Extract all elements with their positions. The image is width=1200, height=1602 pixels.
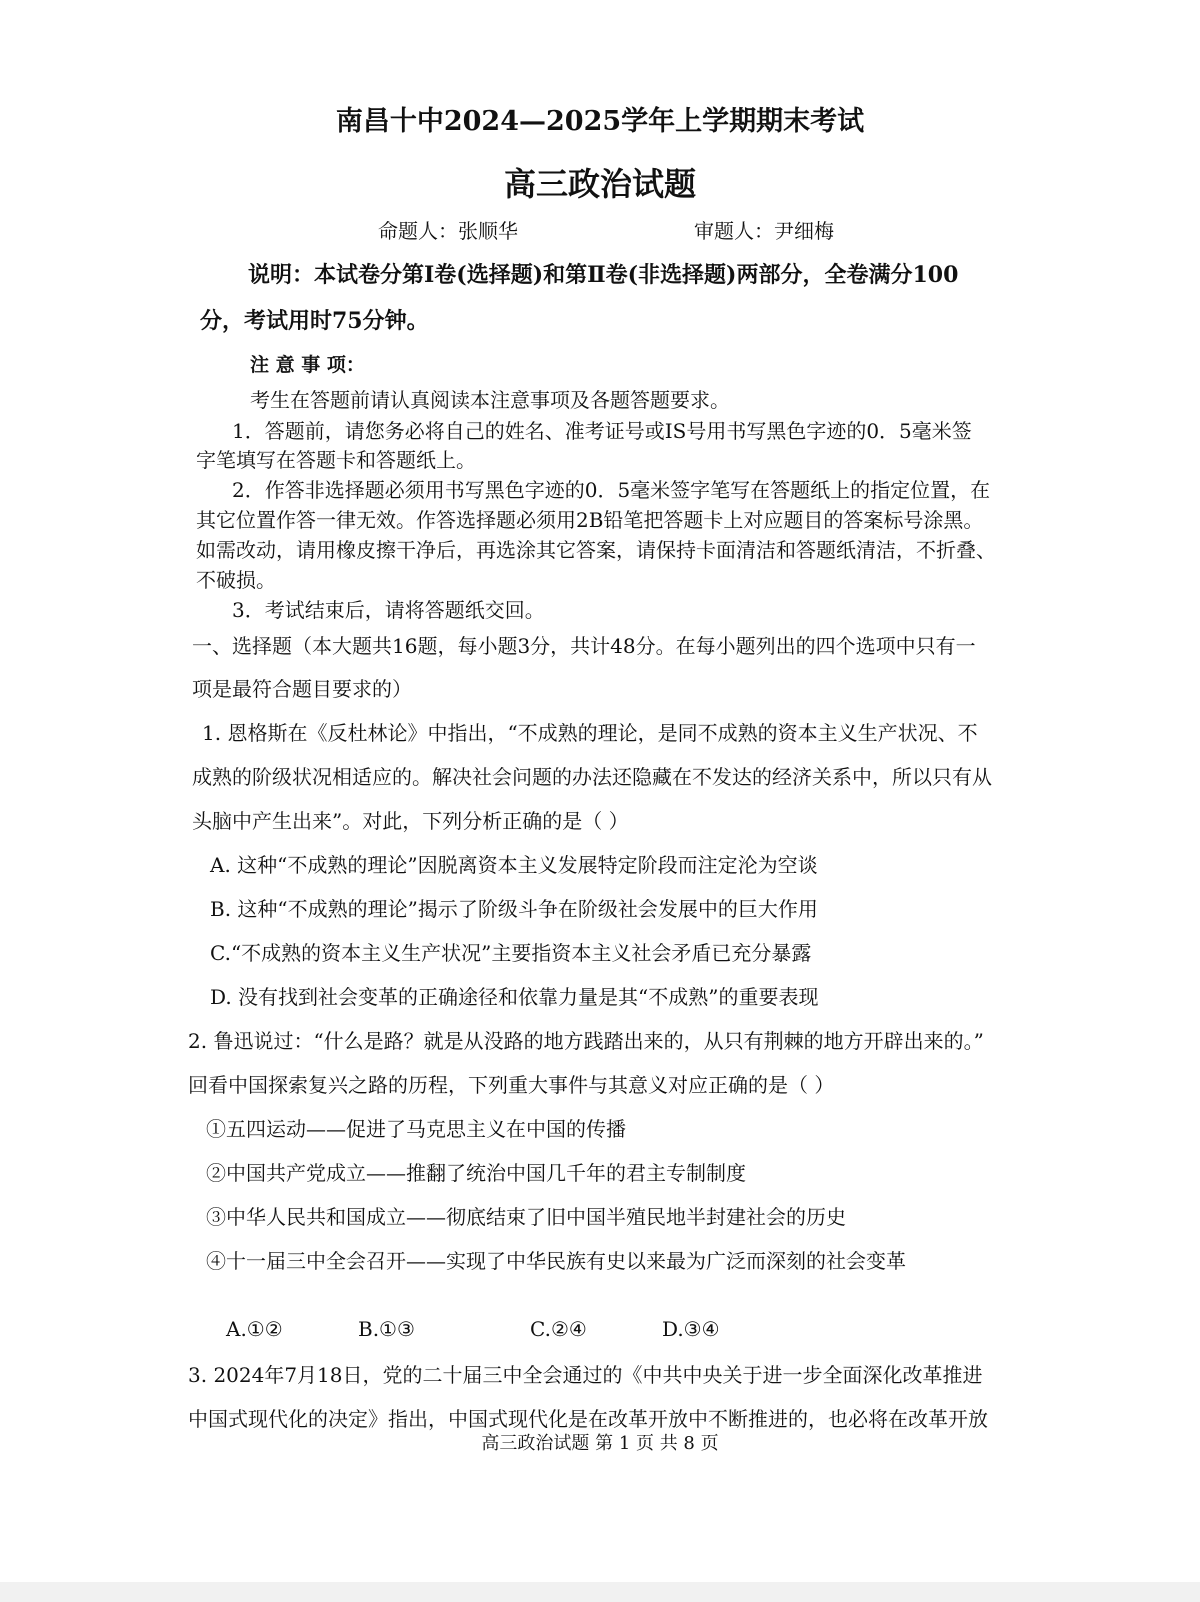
q2-option-a: A.①② [226, 1317, 283, 1341]
question-setter: 命题人：张顺华 [378, 219, 518, 243]
question-reviewer: 审题人：尹细梅 [694, 219, 834, 243]
section-heading-line-2: 项是最符合题目要求的） [192, 677, 412, 701]
q2-statement-1: ①五四运动——促进了马克思主义在中国的传播 [206, 1117, 626, 1141]
q1-stem-line: 1. 恩格斯在《反杜林论》中指出，“不成熟的理论，是同不成熟的资本主义生产状况、不 [202, 721, 978, 745]
scan-edge [0, 1582, 1200, 1602]
q3-stem-line: 中国式现代化的决定》指出，中国式现代化是在改革开放中不断推进的，也必将在改革开放 [188, 1407, 988, 1431]
q2-statement-2: ②中国共产党成立——推翻了统治中国几千年的君主专制制度 [206, 1161, 746, 1185]
q2-option-d: D.③④ [662, 1317, 720, 1341]
q1-stem-line: 头脑中产生出来”。对此，下列分析正确的是（ ） [192, 809, 629, 833]
q1-option-a: A. 这种“不成熟的理论”因脱离资本主义发展特定阶段而注定沦为空谈 [210, 853, 818, 877]
notice-line: 1．答题前，请您务必将自己的姓名、准考证号或IS号用书写黑色字迹的0．5毫米签 [232, 419, 972, 443]
q1-option-c: C.“不成熟的资本主义生产状况”主要指资本主义社会矛盾已充分暴露 [210, 941, 812, 965]
q1-option-d: D. 没有找到社会变革的正确途径和依靠力量是其“不成熟”的重要表现 [210, 985, 819, 1009]
q2-statement-3: ③中华人民共和国成立——彻底结束了旧中国半殖民地半封建社会的历史 [206, 1205, 846, 1229]
page-footer: 高三政治试题 第 1 页 共 8 页 [481, 1433, 719, 1454]
q2-statement-4: ④十一届三中全会召开——实现了中华民族有史以来最为广泛而深刻的社会变革 [206, 1249, 906, 1273]
notice-line: 其它位置作答一律无效。作答选择题必须用2B铅笔把答题卡上对应题目的答案标号涂黑。 [196, 508, 984, 532]
q1-stem-line: 成熟的阶级状况相适应的。解决社会问题的办法还隐藏在不发达的经济关系中，所以只有从 [192, 765, 992, 789]
intro-line-1: 说明：本试卷分第Ⅰ卷(选择题)和第Ⅱ卷(非选择题)两部分，全卷满分100 [248, 262, 959, 288]
q2-option-c: C.②④ [530, 1317, 587, 1341]
notice-line: 字笔填写在答题卡和答题纸上。 [196, 448, 476, 472]
q2-stem-line: 2. 鲁迅说过：“什么是路？就是从没路的地方践踏出来的，从只有荆棘的地方开辟出来的。” [188, 1029, 984, 1053]
notice-line: 如需改动，请用橡皮擦干净后，再选涂其它答案，请保持卡面清洁和答题纸清洁，不折叠、 [196, 538, 996, 562]
notice-line: 考生在答题前请认真阅读本注意事项及各题答题要求。 [250, 388, 730, 412]
notice-line: 不破损。 [196, 568, 276, 592]
exam-subtitle: 高三政治试题 [503, 165, 696, 203]
notice-line: 3．考试结束后，请将答题纸交回。 [232, 598, 545, 622]
section-heading-line-1: 一、选择题（本大题共16题，每小题3分，共计48分。在每小题列出的四个选项中只有一 [192, 634, 976, 658]
intro-line-2: 分，考试用时75分钟。 [200, 308, 429, 334]
q2-stem-line: 回看中国探索复兴之路的历程，下列重大事件与其意义对应正确的是（ ） [188, 1073, 835, 1097]
notice-heading: 注 意 事 项： [250, 354, 365, 376]
q1-option-b: B. 这种“不成熟的理论”揭示了阶级斗争在阶级社会发展中的巨大作用 [210, 897, 818, 921]
q2-option-b: B.①③ [358, 1317, 415, 1341]
exam-title: 南昌十中2024—2025学年上学期期末考试 [335, 106, 865, 137]
q3-stem-line: 3. 2024年7月18日，党的二十届三中全会通过的《中共中央关于进一步全面深化改革推进 [188, 1363, 983, 1387]
notice-line: 2．作答非选择题必须用书写黑色字迹的0．5毫米签字笔写在答题纸上的指定位置，在 [232, 478, 991, 502]
